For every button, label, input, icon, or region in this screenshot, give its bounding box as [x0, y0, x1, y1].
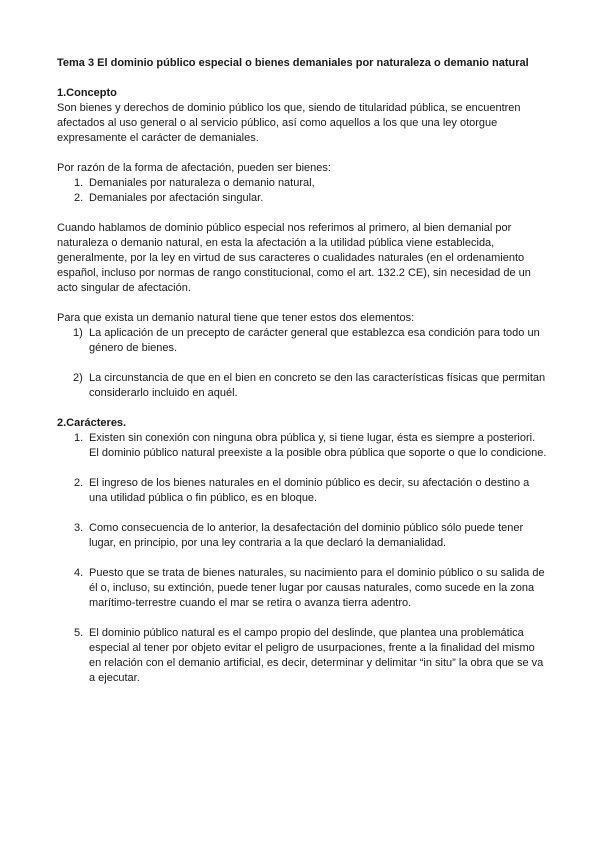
list-number: 2.	[74, 192, 84, 204]
paragraph-elements-intro: Para que exista un demanio natural tiene que tener estos dos elementos:	[57, 312, 415, 324]
list-item-text: Existen sin conexión con ninguna obra pública y, si tiene lugar, ésta es siempre a posteriori. El dominio público natural preexiste a la posible obra pública que soporte o que lo condicione.	[89, 432, 547, 459]
list-number: 3.	[74, 522, 84, 534]
section-heading-caracteres: 2.Carácteres.	[57, 417, 127, 429]
document-title: Tema 3 El dominio público especial o bienes demaniales por naturaleza o demanio natural	[57, 57, 529, 69]
list-characteristics	[57, 431, 547, 686]
list-number: 2)	[73, 372, 83, 384]
list-number: 5.	[74, 627, 84, 639]
list-item	[57, 566, 547, 611]
list-number: 1.	[74, 177, 84, 189]
list-item	[57, 431, 547, 461]
list-item-text: El ingreso de los bienes naturales en el dominio público es decir, su afectación o destino a una utilidad pública o fin público, es en bloque.	[89, 477, 530, 504]
list-item-text: La aplicación de un precepto de carácter general que establezca esa condición para todo un género de bienes.	[89, 327, 540, 354]
list-item	[57, 191, 547, 206]
list-item	[57, 326, 547, 356]
list-item-text: Demaniales por afectación singular.	[89, 192, 264, 204]
list-number: 1.	[74, 432, 84, 444]
list-item-text: Demaniales por naturaleza o demanio natural,	[89, 177, 315, 189]
list-item-text: El dominio público natural es el campo propio del deslinde, que plantea una problemática especial al tener por objeto evitar el peligro de usurpaciones, frente a la finalidad del mismo en relación con el demanio artificial, es decir, determinar y delimitar “in situ” la obra que se va a ejecutar.	[89, 627, 544, 684]
section-heading-concepto: 1.Concepto	[57, 87, 117, 99]
list-item	[57, 476, 547, 506]
list-number: 1)	[73, 327, 83, 339]
list-item	[57, 626, 547, 686]
paragraph-special-domain: Cuando hablamos de dominio público especial nos referimos al primero, al bien demanial por naturaleza o demanio natural, en esta la afectación a la utilidad pública viene establecida, generalmente, por la ley en virtud de sus caracteres o cualidades naturales (en el ordenamiento español, incluso por normas de rango constitucional, como el art. 132.2 CE), sin necesidad de un acto singular de afectación.	[57, 222, 531, 294]
paragraph-definition: Son bienes y derechos de dominio público los que, siendo de titularidad pública, se encuentren afectados al uso general o al servicio público, así como aquellos a los que una ley otorgue expresamente el carácter de demaniales.	[57, 102, 521, 144]
list-item-text: La circunstancia de que en el bien en concreto se den las características físicas que permitan considerarlo incluido en aquél.	[89, 372, 546, 399]
list-number: 4.	[74, 567, 84, 579]
paragraph-affectation-intro: Por razón de la forma de afectación, pueden ser bienes:	[57, 162, 331, 174]
list-elements	[57, 326, 547, 401]
list-item	[57, 521, 547, 551]
list-item	[57, 176, 547, 191]
document-page	[57, 56, 547, 701]
list-number: 2.	[74, 477, 84, 489]
list-item-text: Puesto que se trata de bienes naturales, su nacimiento para el dominio público o su salida de él o, incluso, su extinción, puede tener lugar por causas naturales, como sucede en la zona marítimo-terrestre cuando el mar se retira o avanza tierra adentro.	[89, 567, 545, 609]
list-item-text: Como consecuencia de lo anterior, la desafectación del dominio público sólo puede tener lugar, en principio, por una ley contraria a la que declaró la demanialidad.	[89, 522, 524, 549]
list-affectation-types	[57, 176, 547, 206]
list-item	[57, 371, 547, 401]
